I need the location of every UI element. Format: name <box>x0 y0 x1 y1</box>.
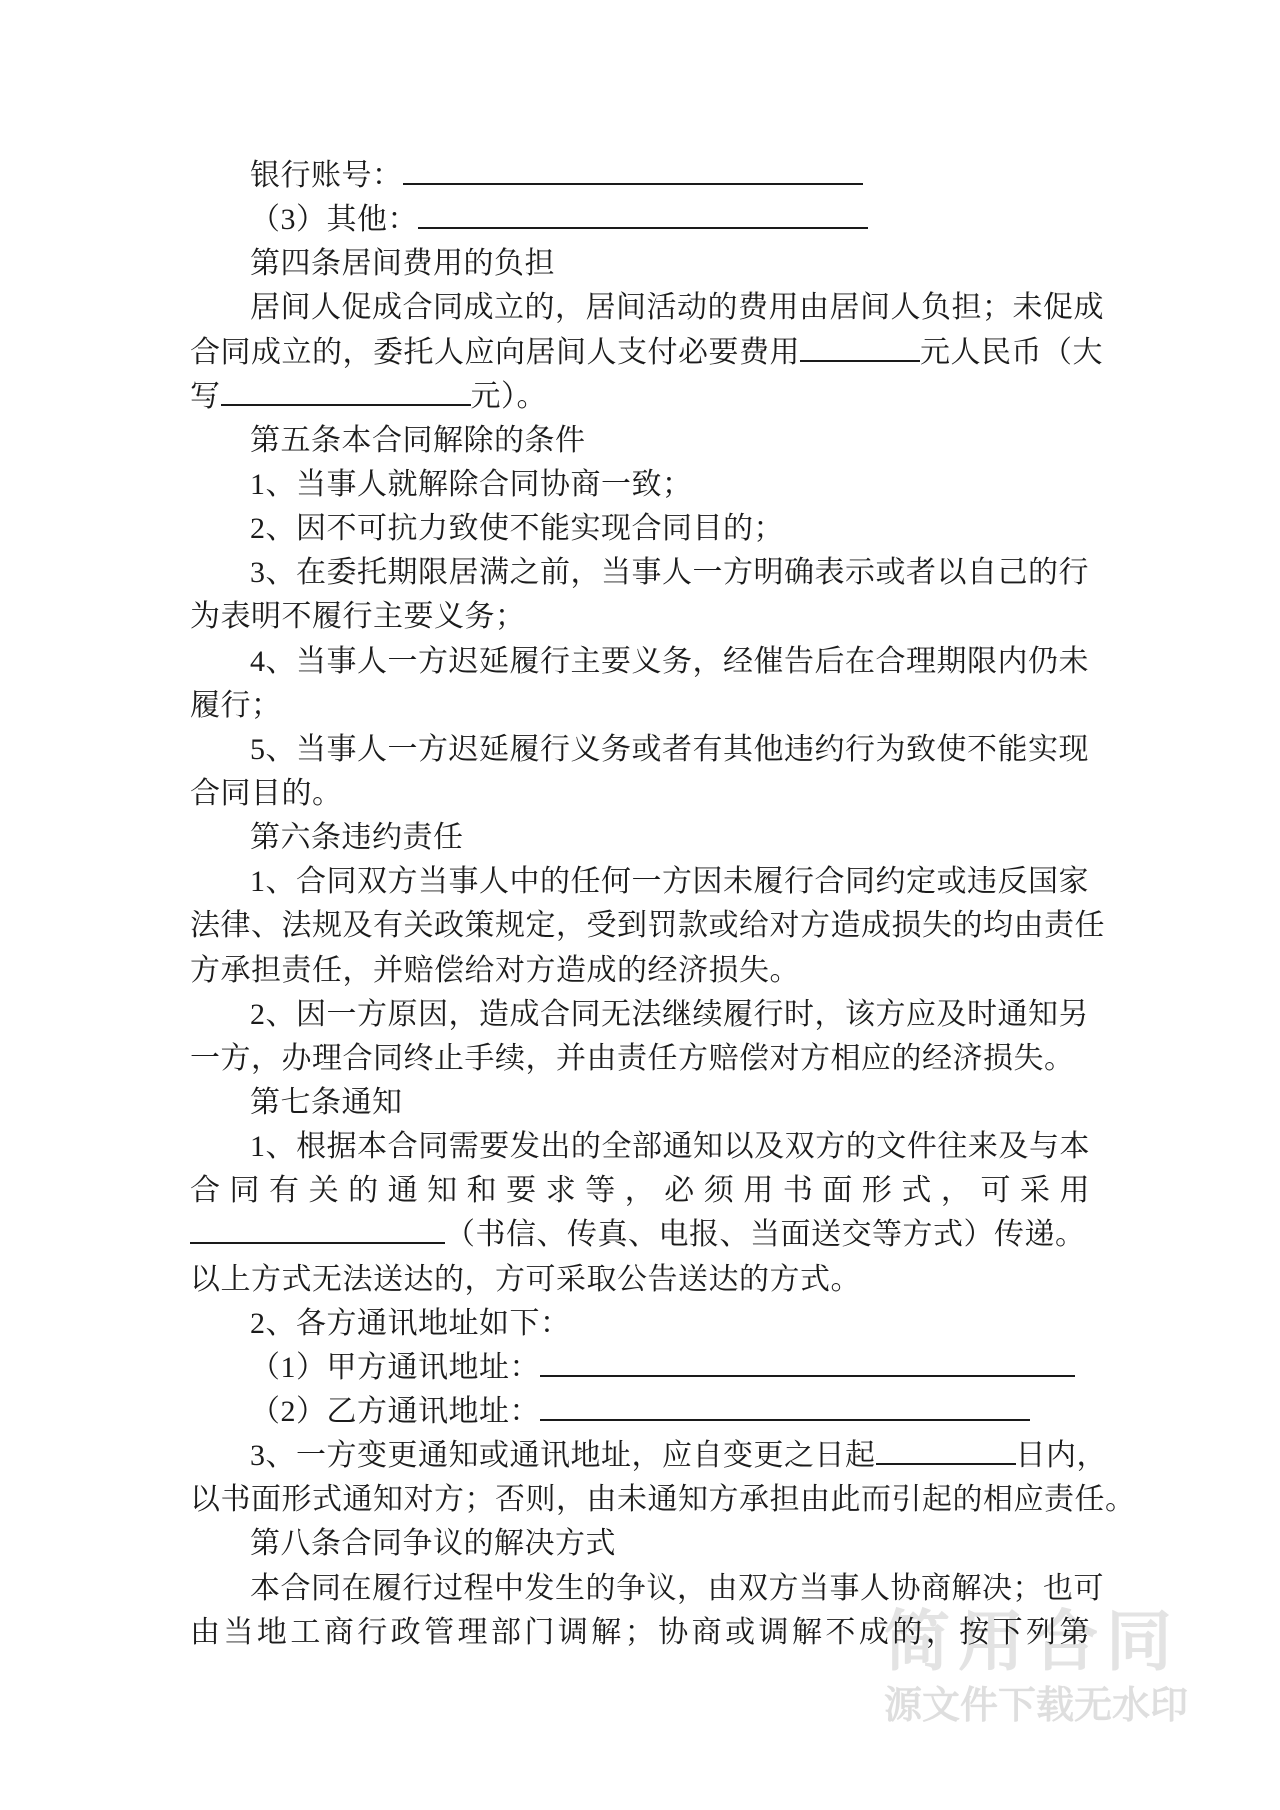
contract-line <box>190 860 1090 904</box>
line-text: 以上方式无法送达的，方可采取公告送达的方式。 <box>190 1262 861 1296</box>
line-text: 2、各方通讯地址如下： <box>250 1306 571 1340</box>
line-text: 由当地工商行政管理部门调解；协商或调解不成的，按下列第 <box>190 1615 1090 1649</box>
line-text: 合同成立的，委托人应向居间人支付必要费用 <box>190 335 800 369</box>
contract-line <box>190 1390 1090 1434</box>
line-text: 居间人促成合同成立的，居间活动的费用由居间人负担；未促成 <box>250 291 1104 325</box>
line-text: 银行账号： <box>250 159 403 192</box>
contract-line <box>190 684 1090 728</box>
contract-line <box>190 1037 1090 1081</box>
line-text: 3、一方变更通知或通讯地址，应自变更之日起 <box>250 1439 876 1473</box>
contract-line <box>190 1213 1090 1257</box>
line-text: 履行； <box>190 688 282 722</box>
contract-line <box>190 1302 1090 1346</box>
contract-line <box>190 1346 1090 1390</box>
contract-line <box>190 904 1105 948</box>
line-text: 以书面形式通知对方；否则，由未通知方承担由此而引起的相应责任。 <box>190 1483 1136 1517</box>
contract-line <box>190 949 1090 993</box>
blank-underline <box>540 1413 1030 1421</box>
contract-line <box>190 993 1090 1037</box>
line-text: （2）乙方通讯地址： <box>250 1394 540 1428</box>
line-text: 第四条居间费用的负担 <box>250 247 555 281</box>
line-text: 元人民币（大 <box>920 335 1103 369</box>
line-text: 为表明不履行主要义务； <box>190 600 526 634</box>
contract-line <box>190 640 1090 684</box>
blank-underline <box>800 354 920 362</box>
line-text: 第五条本合同解除的条件 <box>250 423 586 457</box>
line-text: 第七条通知 <box>250 1085 403 1119</box>
blank-underline <box>876 1457 1016 1465</box>
contract-line <box>190 1478 1136 1522</box>
line-text: 一方，办理合同终止手续，并由责任方赔偿对方相应的经济损失。 <box>190 1041 1075 1075</box>
line-text: （书信、传真、电报、当面送交等方式）传递。 <box>445 1218 1086 1252</box>
line-text: 方承担责任，并赔偿给对方造成的经济损失。 <box>190 953 800 987</box>
contract-line <box>190 728 1090 772</box>
contract-line <box>190 1567 1104 1611</box>
line-text: 元）。 <box>470 379 547 413</box>
blank-underline <box>403 177 863 185</box>
contract-line <box>190 772 1090 816</box>
clause-heading <box>190 419 1090 463</box>
line-text: 3、在委托期限居满之前，当事人一方明确表示或者以自己的行 <box>250 556 1089 590</box>
blank-underline <box>540 1369 1075 1377</box>
line-text: （3）其他： <box>250 203 418 237</box>
line-text: 合同目的。 <box>190 776 343 810</box>
contract-line <box>190 1258 1090 1302</box>
line-text: 法律、法规及有关政策规定，受到罚款或给对方造成损失的均由责任 <box>190 909 1105 943</box>
blank-underline <box>190 1236 445 1244</box>
line-text: 2、因不可抗力致使不能实现合同目的； <box>250 512 784 546</box>
contract-line <box>190 551 1090 595</box>
line-text: 1、合同双方当事人中的任何一方因未履行合同约定或违反国家 <box>250 865 1089 899</box>
line-text: 2、因一方原因，造成合同无法继续履行时，该方应及时通知另 <box>250 997 1089 1031</box>
contract-line <box>190 154 1090 198</box>
blank-underline <box>221 398 471 406</box>
clause-heading <box>190 242 1090 286</box>
watermark-brand: 简用合同 <box>884 1603 1180 1680</box>
contract-line <box>190 463 1090 507</box>
watermark-tagline: 源文件下载无水印 <box>884 1683 1189 1727</box>
contract-line <box>190 286 1104 330</box>
contract-line <box>190 1169 1090 1213</box>
contract-line <box>190 1125 1090 1169</box>
contract-line <box>190 331 1103 375</box>
line-text: 写 <box>190 379 221 413</box>
line-text: 1、当事人就解除合同协商一致； <box>250 467 693 501</box>
contract-line <box>190 1434 1107 1478</box>
clause-heading <box>190 1081 1090 1125</box>
contract-line <box>190 595 1090 639</box>
line-text: 第六条违约责任 <box>250 821 464 855</box>
line-text: （1）甲方通讯地址： <box>250 1350 540 1384</box>
contract-line <box>190 375 1090 419</box>
contract-line <box>190 507 1090 551</box>
line-text: 1、根据本合同需要发出的全部通知以及双方的文件往来及与本 <box>250 1130 1090 1164</box>
clause-heading <box>190 816 1090 860</box>
line-text: 4、当事人一方迟延履行主要义务，经催告后在合理期限内仍未 <box>250 644 1089 678</box>
contract-line <box>190 198 1090 242</box>
line-text: 第八条合同争议的解决方式 <box>250 1527 616 1561</box>
line-text: 日内， <box>1015 1439 1107 1473</box>
line-text: 合同有关的通知和要求等，必须用书面形式，可采用 <box>190 1174 1090 1208</box>
line-text: 本合同在履行过程中发生的争议，由双方当事人协商解决；也可 <box>250 1571 1104 1605</box>
blank-underline <box>418 221 868 229</box>
line-text: 5、当事人一方迟延履行义务或者有其他违约行为致使不能实现 <box>250 732 1089 766</box>
clause-heading <box>190 1522 1090 1566</box>
contract-line <box>190 1611 1090 1655</box>
